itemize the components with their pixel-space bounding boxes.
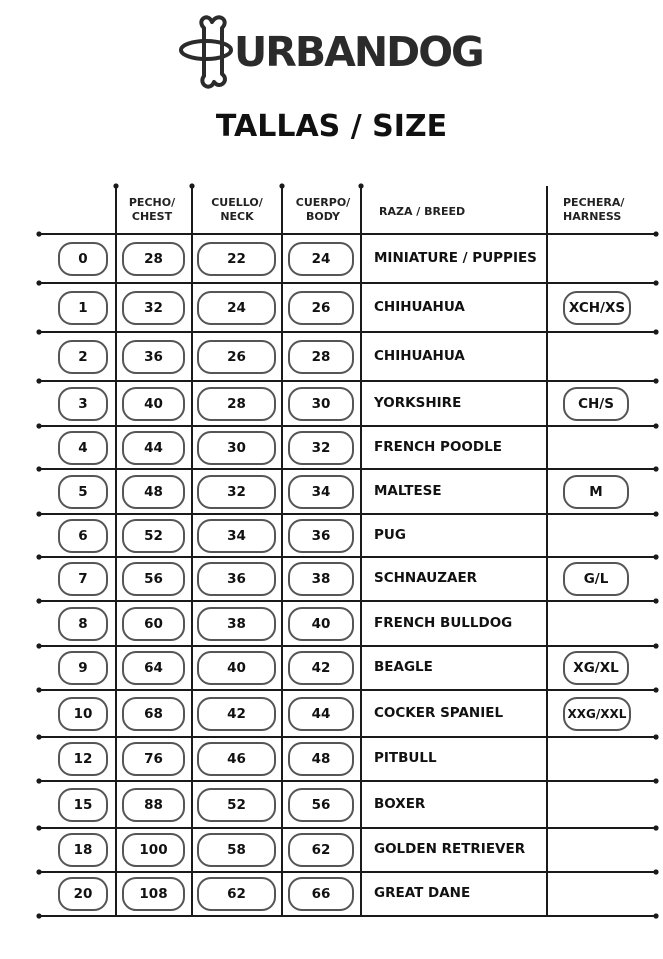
body-pill: 38 <box>288 562 354 596</box>
harness-pill: XG/XL <box>563 651 629 685</box>
harness-pill: G/L <box>563 562 629 596</box>
neck-pill: 22 <box>197 242 276 276</box>
neck-pill: 24 <box>197 291 276 325</box>
size-pill: 18 <box>58 833 108 867</box>
harness-pill: M <box>563 475 629 509</box>
chest-pill: 108 <box>122 877 185 911</box>
breed-label: BOXER <box>374 795 426 812</box>
neck-pill: 62 <box>197 877 276 911</box>
row-divider-dot <box>653 913 658 918</box>
neck-pill: 26 <box>197 340 276 374</box>
row-divider-dot <box>653 734 658 739</box>
chest-pill: 56 <box>122 562 185 596</box>
body-pill: 44 <box>288 697 354 731</box>
row-divider-dot <box>36 643 41 648</box>
body-pill: 66 <box>288 877 354 911</box>
header-harness <box>563 196 624 224</box>
chest-pill: 60 <box>122 607 185 641</box>
chest-pill: 100 <box>122 833 185 867</box>
size-pill: 9 <box>58 651 108 685</box>
body-pill: 24 <box>288 242 354 276</box>
neck-pill: 28 <box>197 387 276 421</box>
size-pill: 4 <box>58 431 108 465</box>
row-divider-dot <box>36 869 41 874</box>
chest-pill: 88 <box>122 788 185 822</box>
harness-pill: CH/S <box>563 387 629 421</box>
breed-label: MALTESE <box>374 482 442 499</box>
size-pill: 0 <box>58 242 108 276</box>
breed-label: YORKSHIRE <box>374 394 462 411</box>
body-pill: 62 <box>288 833 354 867</box>
header-body <box>284 196 362 224</box>
breed-label: MINIATURE / PUPPIES <box>374 249 537 266</box>
chest-pill: 52 <box>122 519 185 553</box>
row-divider-dot <box>36 378 41 383</box>
header-chest-line2: CHEST <box>131 210 173 223</box>
neck-pill: 46 <box>197 742 276 776</box>
size-pill: 12 <box>58 742 108 776</box>
size-pill: 10 <box>58 697 108 731</box>
row-divider-dot <box>653 778 658 783</box>
breed-label: BEAGLE <box>374 659 433 675</box>
breed-label: CHIHUAHUA <box>374 298 465 315</box>
body-pill: 56 <box>288 788 354 822</box>
row-divider-dot <box>653 511 658 516</box>
row-divider-dot <box>653 329 658 334</box>
header-body-line1: CUERPO/ <box>295 196 351 209</box>
row-divider-dot <box>653 378 658 383</box>
neck-pill: 34 <box>197 519 276 553</box>
header-chest-line1: PECHO/ <box>128 196 176 209</box>
body-pill: 32 <box>288 431 354 465</box>
chest-pill: 40 <box>122 387 185 421</box>
row-divider-dot <box>36 554 41 559</box>
neck-pill: 32 <box>197 475 276 509</box>
size-pill: 1 <box>58 291 108 325</box>
body-pill: 42 <box>288 651 354 685</box>
neck-pill: 38 <box>197 607 276 641</box>
row-divider-dot <box>36 825 41 830</box>
size-pill: 5 <box>58 475 108 509</box>
bone-icon <box>181 17 231 86</box>
row-divider-dot <box>36 734 41 739</box>
neck-pill: 36 <box>197 562 276 596</box>
size-pill: 20 <box>58 877 108 911</box>
chest-pill: 36 <box>122 340 185 374</box>
row-divider-dot <box>36 511 41 516</box>
chest-pill: 64 <box>122 651 185 685</box>
neck-pill: 42 <box>197 697 276 731</box>
header-neck <box>194 196 280 224</box>
body-pill: 40 <box>288 607 354 641</box>
header-neck-line1: CUELLO/ <box>211 196 263 209</box>
row-divider-dot <box>653 466 658 471</box>
brand-name: URBANDOG <box>234 28 483 76</box>
size-pill: 15 <box>58 788 108 822</box>
row-divider-dot <box>36 329 41 334</box>
chest-pill: 28 <box>122 242 185 276</box>
breed-label: GREAT DANE <box>374 885 471 901</box>
divider-dot <box>358 183 363 188</box>
body-pill: 28 <box>288 340 354 374</box>
row-divider-dot <box>653 554 658 559</box>
neck-pill: 40 <box>197 651 276 685</box>
header-chest <box>118 196 186 224</box>
body-pill: 48 <box>288 742 354 776</box>
header-harness-line1: PECHERA/ <box>563 196 625 209</box>
size-pill: 8 <box>58 607 108 641</box>
neck-pill: 58 <box>197 833 276 867</box>
chest-pill: 76 <box>122 742 185 776</box>
breed-label: PUG <box>374 526 406 543</box>
row-divider-dot <box>653 687 658 692</box>
body-pill: 34 <box>288 475 354 509</box>
divider-dot <box>189 183 194 188</box>
row-divider-dot <box>36 687 41 692</box>
breed-label: COCKER SPANIEL <box>374 704 504 721</box>
harness-pill: XXG/XXL <box>563 697 631 731</box>
breed-label: PITBULL <box>374 750 437 766</box>
row-divider-dot <box>653 280 658 285</box>
row-divider-dot <box>36 913 41 918</box>
row-divider-dot <box>36 231 41 236</box>
neck-pill: 52 <box>197 788 276 822</box>
harness-pill: XCH/XS <box>563 291 631 325</box>
row-divider-dot <box>36 423 41 428</box>
row-divider-dot <box>36 280 41 285</box>
header-harness-line2: HARNESS <box>563 210 622 223</box>
row-divider-dot <box>653 231 658 236</box>
row-divider-dot <box>653 423 658 428</box>
breed-label: SCHNAUZAER <box>374 570 478 586</box>
body-pill: 26 <box>288 291 354 325</box>
breed-label: FRENCH POODLE <box>374 438 502 455</box>
breed-label: CHIHUAHUA <box>374 347 465 364</box>
size-pill: 3 <box>58 387 108 421</box>
row-divider-dot <box>36 778 41 783</box>
size-pill: 7 <box>58 562 108 596</box>
size-pill: 6 <box>58 519 108 553</box>
chest-pill: 48 <box>122 475 185 509</box>
header-breed: RAZA / BREED <box>379 205 466 218</box>
row-divider-dot <box>36 466 41 471</box>
row-divider-dot <box>653 598 658 603</box>
row-divider-dot <box>653 869 658 874</box>
neck-pill: 30 <box>197 431 276 465</box>
chest-pill: 68 <box>122 697 185 731</box>
size-pill: 2 <box>58 340 108 374</box>
divider-dot <box>279 183 284 188</box>
divider-dot <box>113 183 118 188</box>
body-pill: 30 <box>288 387 354 421</box>
breed-label: FRENCH BULLDOG <box>374 614 513 631</box>
chest-pill: 32 <box>122 291 185 325</box>
row-divider-dot <box>36 598 41 603</box>
chest-pill: 44 <box>122 431 185 465</box>
row-divider-dot <box>653 825 658 830</box>
page-title: TALLAS / SIZE <box>215 109 448 144</box>
row-divider-dot <box>653 643 658 648</box>
body-pill: 36 <box>288 519 354 553</box>
breed-label: GOLDEN RETRIEVER <box>374 841 526 857</box>
header-neck-line2: NECK <box>220 210 254 223</box>
header-body-line2: BODY <box>305 210 341 223</box>
